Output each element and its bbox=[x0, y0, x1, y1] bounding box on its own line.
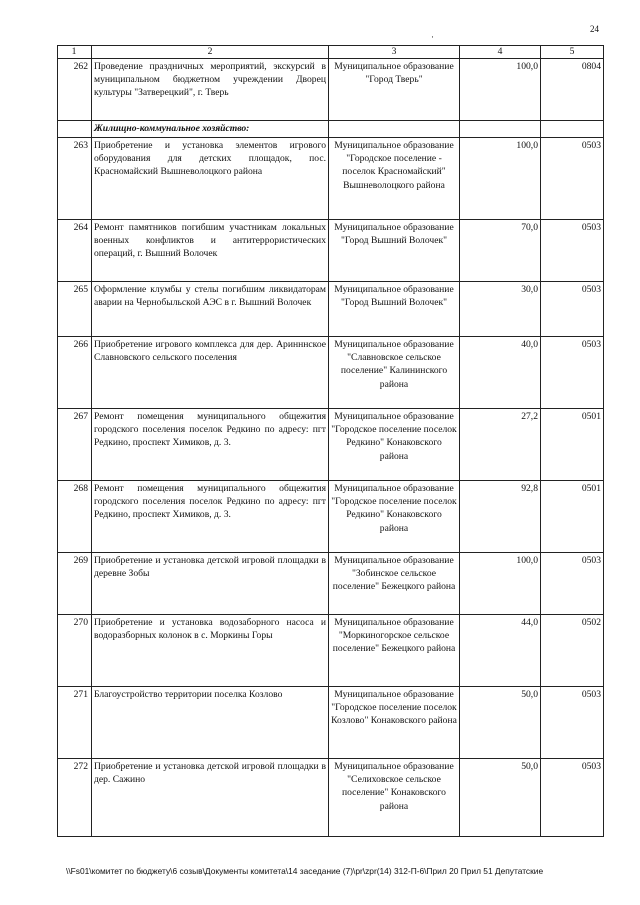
footer-file-path: \\Fs01\комитет по бюджету\6 созыв\Документы комитета\14 заседание (7)\pr\zpr(14) 312-П-6\Прил 20 Прил 51 Депутатские bbox=[66, 866, 544, 876]
row-number: 272 bbox=[58, 759, 92, 837]
row-number: 268 bbox=[58, 481, 92, 553]
section-empty-cell bbox=[329, 121, 460, 138]
row-recipient: Муниципальное образование "Город Тверь" bbox=[329, 59, 460, 121]
table-row bbox=[58, 220, 604, 282]
row-description: Приобретение игрового комплекса для дер. Аринннское Славновского сельского поселения bbox=[92, 337, 329, 409]
row-code: 0804 bbox=[541, 59, 604, 121]
row-description: Приобретение и установка водозаборного насоса и водоразборных колонок в с. Моркины Горы bbox=[92, 615, 329, 687]
row-description: Ремонт помещения муниципального общежития городского поселения поселок Редкино по адресу: пгт Редкино, проспект Химиков, д. 3. bbox=[92, 481, 329, 553]
row-description: Проведение праздничных мероприятий, экскурсий в муниципальном бюджетном учреждении Дворец культуры "Затверецкий", г. Тверь bbox=[92, 59, 329, 121]
row-amount: 100,0 bbox=[460, 59, 541, 121]
row-recipient: Муниципальное образование "Городское поселение поселок Редкино" Конаковского района bbox=[329, 481, 460, 553]
row-number: 263 bbox=[58, 138, 92, 220]
table-row bbox=[58, 481, 604, 553]
header-cell-3: 3 bbox=[329, 46, 460, 59]
row-number: 271 bbox=[58, 687, 92, 759]
table-row bbox=[58, 282, 604, 337]
row-number: 266 bbox=[58, 337, 92, 409]
row-recipient: Муниципальное образование "Зобинское сельское поселение" Бежецкого района bbox=[329, 553, 460, 615]
row-description: Приобретение и установка элементов игрового оборудования для детских площадок, пос. Красномайский Вышневолоцкого района bbox=[92, 138, 329, 220]
row-description: Благоустройство территории поселка Козлово bbox=[92, 687, 329, 759]
table-row bbox=[58, 59, 604, 121]
row-code: 0503 bbox=[541, 337, 604, 409]
row-recipient: Муниципальное образование "Славновское сельское поселение" Калининского района bbox=[329, 337, 460, 409]
row-amount: 92,8 bbox=[460, 481, 541, 553]
row-code: 0503 bbox=[541, 138, 604, 220]
row-number: 269 bbox=[58, 553, 92, 615]
row-code: 0503 bbox=[541, 282, 604, 337]
row-number: 262 bbox=[58, 59, 92, 121]
row-description: Ремонт помещения муниципального общежития городского поселения поселок Редкино по адресу: пгт Редкино, проспект Химиков, д. 3. bbox=[92, 409, 329, 481]
row-recipient: Муниципальное образование "Город Вышний Волочек" bbox=[329, 220, 460, 282]
row-recipient: Муниципальное образование "Селиховское сельское поселение" Конаковского района bbox=[329, 759, 460, 837]
row-code: 0501 bbox=[541, 409, 604, 481]
table-row bbox=[58, 759, 604, 837]
row-recipient: Муниципальное образование "Городское поселение поселок Редкино" Конаковского района bbox=[329, 409, 460, 481]
row-description: Оформление клумбы у стелы погибшим ликвидаторам аварии на Чернобыльской АЭС в г. Вышний Волочек bbox=[92, 282, 329, 337]
row-recipient: Муниципальное образование "Городское поселение поселок Козлово" Конаковского района bbox=[329, 687, 460, 759]
table-row bbox=[58, 337, 604, 409]
row-amount: 50,0 bbox=[460, 759, 541, 837]
row-code: 0502 bbox=[541, 615, 604, 687]
row-code: 0503 bbox=[541, 687, 604, 759]
table-row bbox=[58, 409, 604, 481]
row-description: Приобретение и установка детской игровой площадки в дер. Сажино bbox=[92, 759, 329, 837]
table-row bbox=[58, 553, 604, 615]
row-number: 267 bbox=[58, 409, 92, 481]
section-empty-cell bbox=[541, 121, 604, 138]
page-number: 24 bbox=[590, 24, 599, 34]
header-cell-4: 4 bbox=[460, 46, 541, 59]
header-row bbox=[58, 46, 604, 59]
table-row bbox=[58, 138, 604, 220]
row-number: 264 bbox=[58, 220, 92, 282]
row-amount: 50,0 bbox=[460, 687, 541, 759]
row-amount: 100,0 bbox=[460, 138, 541, 220]
row-amount: 30,0 bbox=[460, 282, 541, 337]
row-amount: 44,0 bbox=[460, 615, 541, 687]
row-code: 0503 bbox=[541, 553, 604, 615]
header-cell-2: 2 bbox=[92, 46, 329, 59]
table-row bbox=[58, 615, 604, 687]
row-amount: 70,0 bbox=[460, 220, 541, 282]
row-code: 0501 bbox=[541, 481, 604, 553]
row-code: 0503 bbox=[541, 759, 604, 837]
row-description: Ремонт памятников погибшим участникам локальных военных конфликтов и антитеррористических операций, г. Вышний Волочек bbox=[92, 220, 329, 282]
table-body bbox=[58, 46, 604, 837]
section-title: Жилищно-коммунальное хозяйство: bbox=[92, 121, 329, 138]
stray-mark: · bbox=[431, 32, 434, 42]
table-row bbox=[58, 687, 604, 759]
budget-table bbox=[57, 45, 604, 837]
row-number: 270 bbox=[58, 615, 92, 687]
header-cell-1: 1 bbox=[58, 46, 92, 59]
row-amount: 27,2 bbox=[460, 409, 541, 481]
row-amount: 40,0 bbox=[460, 337, 541, 409]
section-empty-cell bbox=[460, 121, 541, 138]
section-row bbox=[58, 121, 604, 138]
row-code: 0503 bbox=[541, 220, 604, 282]
row-amount: 100,0 bbox=[460, 553, 541, 615]
row-description: Приобретение и установка детской игровой площадки в деревне Зобы bbox=[92, 553, 329, 615]
row-recipient: Муниципальное образование "Город Вышний Волочек" bbox=[329, 282, 460, 337]
row-number: 265 bbox=[58, 282, 92, 337]
section-number-cell bbox=[58, 121, 92, 138]
row-recipient: Муниципальное образование "Моркиногорское сельское поселение" Бежецкого района bbox=[329, 615, 460, 687]
row-recipient: Муниципальное образование "Городское поселение - поселок Красномайский" Вышневолоцкого района bbox=[329, 138, 460, 220]
header-cell-5: 5 bbox=[541, 46, 604, 59]
